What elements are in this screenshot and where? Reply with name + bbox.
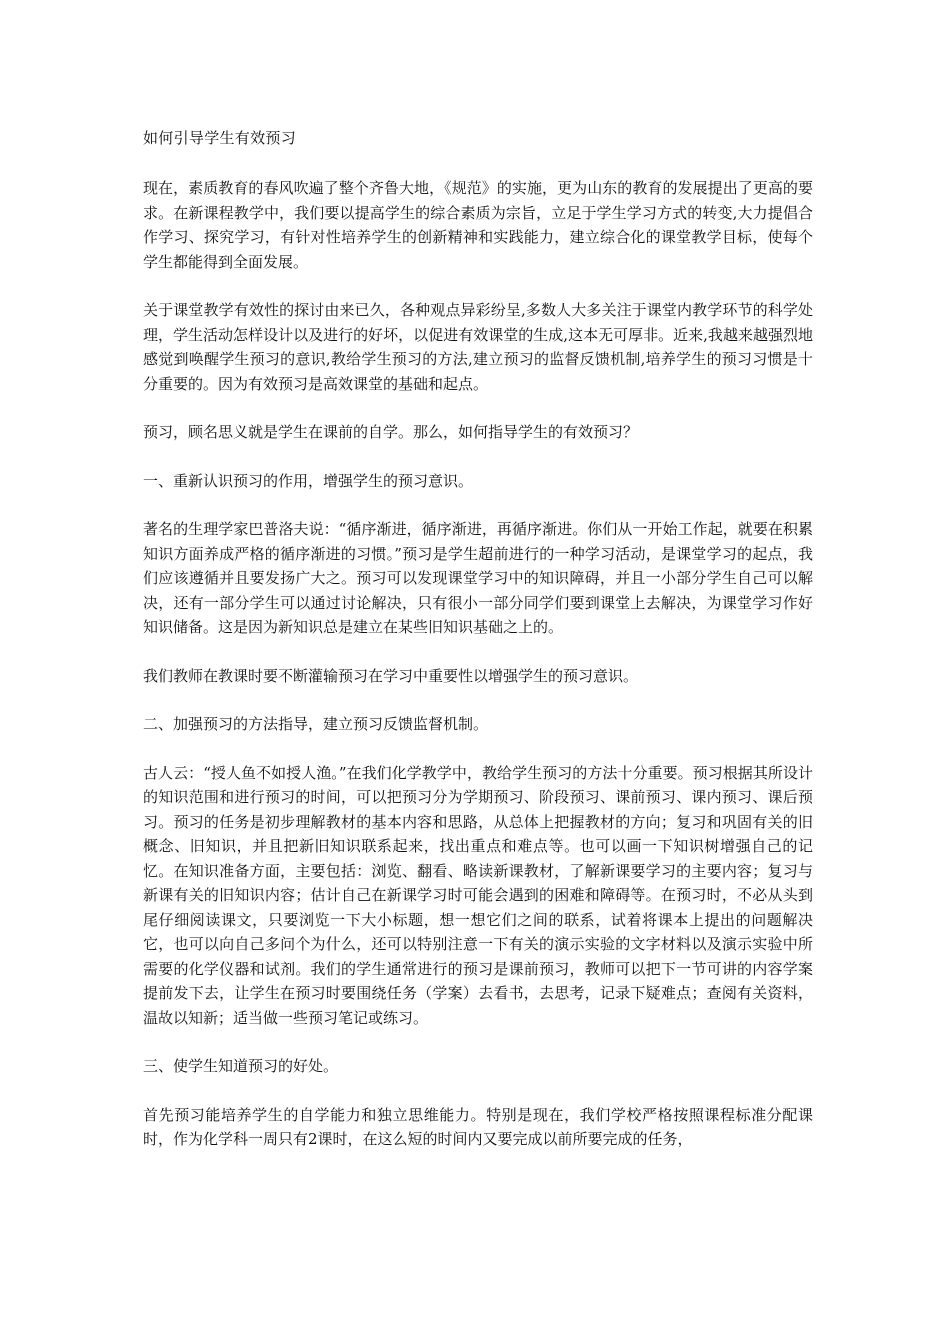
spacer [143, 493, 813, 517]
spacer [143, 150, 813, 176]
paragraph-question: 预习，顾名思义就是学生在课前的自学。那么，如何指导学生的有效预习？ [143, 423, 639, 441]
paragraph-intro: 现在，素质教育的春风吹遍了整个齐鲁大地，《规范》的实施，更为山东的教育的发展提出了更高的要求。在新课程教学中，我们要以提高学生的综合素质为宗旨，立足于学生学习方式的转变,大力提倡合作学习、探究学习，有针对性培养学生的创新精神和实践能力，建立综合化的课堂教学目标，使每个学生都能得到全面发展。 [143, 179, 813, 271]
spacer [143, 1079, 813, 1103]
paragraph-methods: 古人云：“授人鱼不如授人渔。”在我们化学教学中，教给学生预习的方法十分重要。预习根据其所设计的知识范围和进行预习的时间，可以把预习分为学期预习、阶段预习、课前预习、课内预习、课后预习。预习的任务是初步理解教材的基本内容和思路，从总体上把握教材的方向；复习和巩固有关的旧概念、旧知识，并且把新旧知识联系起来，找出重点和难点等。也可以画一下知识树增强自己的记忆。在知识准备方面，主要包括：浏览、翻看、略读新课教材，了解新课要学习的主要内容；复习与新课有关的旧知识内容；估计自己在新课学习时可能会遇到的困难和障碍等。在预习时，不必从头到尾仔细阅读课文，只要浏览一下大小标题，想一想它们之间的联系，试着将课本上提出的问题解决它，也可以向自己多问个为什么，还可以特别注意一下有关的演示实验的文字材料以及演示实验中所需要的化学仪器和试剂。我们的学生通常进行的预习是课前预习，教师可以把下一节可讲的内容学案提前发下去，让学生在预习时要围绕任务（学案）去看书，去思考，记录下疑难点；查阅有关资料，温故以知新；适当做一些预习笔记或练习。 [143, 763, 813, 1027]
section-heading-1: 一、重新认识预习的作用，增强学生的预习意识。 [143, 471, 474, 490]
paragraph-benefits: 首先预习能培养学生的自学能力和独立思维能力。特别是现在，我们学校严格按照课程标准分配课时，作为化学科一周只有2课时，在这么短的时间内又要完成以前所要完成的任务， [143, 1105, 813, 1148]
spacer [143, 274, 813, 298]
document-page [143, 126, 813, 1152]
document-title: 如何引导学生有效预习 [143, 129, 297, 147]
paragraph-effectiveness: 关于课堂教学有效性的探讨由来已久，各种观点异彩纷呈,多数人大多关注于课堂内教学环节的科学处理，学生活动怎样设计以及进行的好坏，以促进有效课堂的生成,这本无可厚非。近来,我越来越强烈地感觉到唤醒学生预习的意识,教给学生预习的方法,建立预习的监督反馈机制,培养学生的预习习惯是十分重要的。因为有效预习是高效课堂的基础和起点。 [143, 301, 813, 393]
paragraph-teacher: 我们教师在教课时要不断灌输预习在学习中重要性以增强学生的预习意识。 [143, 666, 639, 685]
spacer [143, 396, 813, 420]
spacer [143, 445, 813, 469]
section-heading-3: 三、使学生知道预习的好处。 [143, 1057, 339, 1075]
spacer [143, 737, 813, 761]
paragraph-pavlov-quote: 著名的生理学家巴普洛夫说：“循序渐进，循序渐进，再循序渐进。你们从一开始工作起，就要在积累知识方面养成严格的循序渐进的习惯。”预习是学生超前进行的一种学习活动，是课堂学习的起点，我们应该遵循并且要发扬广大之。预习可以发现课堂学习中的知识障碍，并且一小部分学生自己可以解决，还有一部分学生可以通过讨论解决，只有很小一部分同学们要到课堂上去解决，为课堂学习作好知识储备。这是因为新知识总是建立在某些旧知识基础之上的。 [143, 520, 813, 636]
spacer [143, 1030, 813, 1054]
spacer [143, 640, 813, 664]
spacer [143, 688, 813, 712]
section-heading-2: 二、加强预习的方法指导，建立预习反馈监督机制。 [143, 715, 489, 733]
